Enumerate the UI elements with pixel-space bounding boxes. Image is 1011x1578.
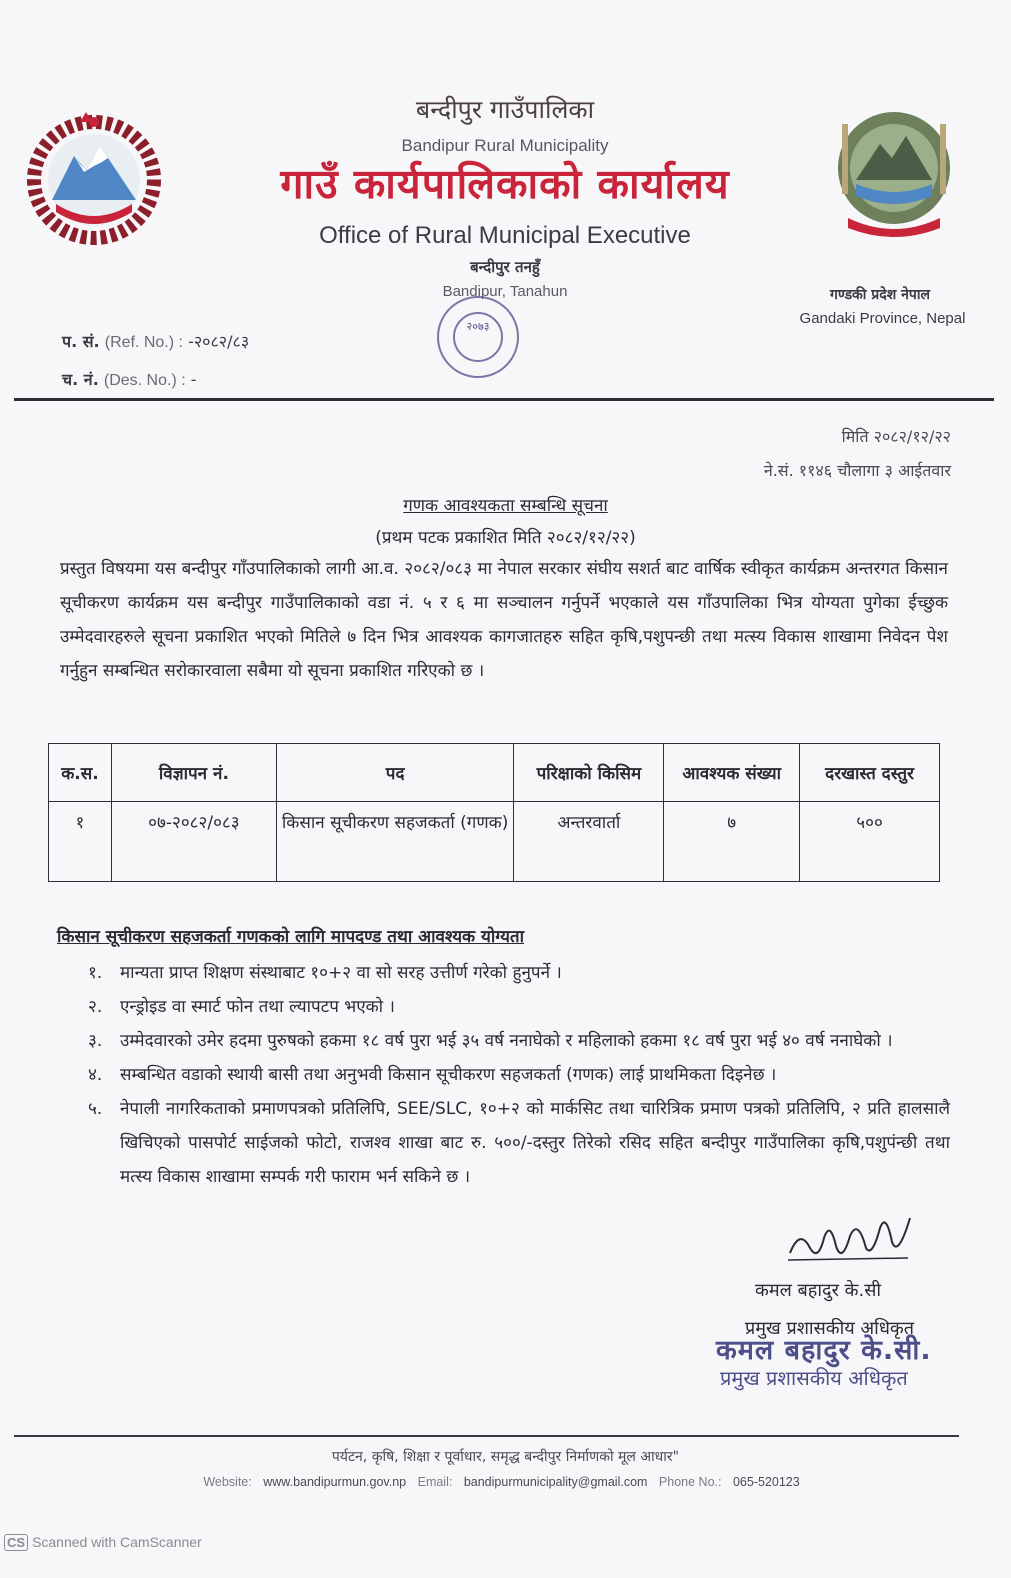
des-no-label: च. नं. (62, 370, 99, 389)
des-no-en: (Des. No.) : (103, 372, 186, 389)
notice-subtitle: (प्रथम पटक प्रकाशित मिति २०८२/१२/२२) (375, 528, 636, 548)
province-np: गण्डकी प्रदेश नेपाल (830, 287, 930, 303)
list-item (88, 956, 950, 990)
office-title-en: Office of Rural Municipal Executive (319, 222, 691, 249)
table-cell: अन्तरवार्ता (514, 802, 664, 882)
ref-no-value: -२०८२/८३ (188, 332, 250, 351)
list-item-text: मान्यता प्राप्त शिक्षण संस्थाबाट १०+२ वा सो सरह उत्तीर्ण गरेको हुनुपर्ने । (120, 963, 562, 983)
des-no-line (62, 368, 197, 390)
list-item-text: एन्ड्रोइड वा स्मार्ट फोन तथा ल्यापटप भएको । (120, 997, 395, 1017)
qualifications-list (88, 956, 950, 1194)
footer-motto: पर्यटन, कृषि, शिक्षा र पूर्वाधार, समृद्ध बन्दीपुर निर्माणको मूल आधार" (331, 1449, 680, 1465)
table-cell: ७ (664, 802, 800, 882)
qualifications-title: किसान सूचीकरण सहजकर्ता गणकको लागि मापदण्ड तथा आवश्यक योग्यता (57, 927, 525, 947)
list-item (88, 1092, 950, 1194)
table-cell: १ (49, 802, 112, 882)
nepal-emblem-icon (22, 108, 167, 248)
footer-divider (14, 1435, 959, 1437)
camscanner-badge: CS (4, 1534, 28, 1551)
table-cell: ५०० (800, 802, 940, 882)
phone-number: 065-520123 (732, 1475, 800, 1489)
gandaki-province-emblem-icon (822, 100, 967, 245)
email-link[interactable]: bandipurmunicipality@gmail.com (463, 1475, 648, 1489)
address-en: Bandipur, Tanahun (442, 283, 568, 300)
table-header-cell: विज्ञापन नं. (111, 744, 276, 802)
ref-no-label: प. सं. (62, 332, 100, 351)
website-link[interactable]: www.bandipurmun.gov.np (263, 1475, 407, 1489)
province-en: Gandaki Province, Nepal (799, 310, 966, 327)
phone-label: Phone No.: (658, 1475, 722, 1489)
table-header-row (49, 744, 940, 802)
list-item-number: १. (88, 963, 103, 983)
notice-body: प्रस्तुत विषयमा यस बन्दीपुर गाँउपालिकाको लागी आ.व. २०८२/०८३ मा नेपाल सरकार संघीय सशर्त बाट वार्षिक स्वीकृत कार्यक्रम अन्तरगत किसान सूचीकरण कार्यक्रम यस बन्दीपुर गाउँपालिकाको वडा नं. ५ र ६ मा सञ्चालन गर्नुपर्ने भएकाले यस गाँउपालिका भित्र योग्यता पुगेका ईच्छुक उम्मेदवारहरुले सूचना प्रकाशित भएको मितिले ७ दिन भित्र आवश्यक कागजातहरु सहित कृषि,पशुपन्छी तथा मत्स्य विकास शाखामा निवेदन पेश गर्नुहुन सम्बन्धित सरोकारवाला सबैमा यो सूचना प्रकाशित गरिएको छ । (60, 559, 948, 681)
scanner-watermark (4, 1534, 202, 1551)
table-header-cell: पद (276, 744, 514, 802)
list-item-text: नेपाली नागरिकताको प्रमाणपत्रको प्रतिलिपि, SEE/SLC, १०+२ को मार्कसिट तथा चारित्रिक प्रमाण पत्रको प्रतिलिपि, २ प्रति हालसालै खिचिएको पासपोर्ट साईजको फोटो, राजश्व शाखा बाट रु. ५००/-दस्तुर तिरेको रसिद सहित बन्दीपुर गाउँपालिका कृषि,पशुपंन्छी तथा मत्स्य विकास शाखामा सम्पर्क गरी फाराम भर्न सकिने छ । (120, 1099, 950, 1187)
office-stamp-icon (400, 285, 570, 425)
footer-contact (0, 1475, 1011, 1489)
stamp-signer-title: प्रमुख प्रशासकीय अधिकृत (720, 1366, 908, 1390)
table-header-cell: परिक्षाको किसिम (514, 744, 664, 802)
table-header-cell: दरखास्त दस्तुर (800, 744, 940, 802)
signature-icon (780, 1198, 920, 1278)
table-header-cell: क.स. (49, 744, 112, 802)
signer-title: प्रमुख प्रशासकीय अधिकृत (745, 1318, 914, 1339)
stamp-signer-name: कमल बहादुर के.सी. (716, 1335, 932, 1366)
des-no-value: - (190, 370, 197, 389)
gaupalika-name-np: बन्दीपुर गाउँपालिका (415, 95, 595, 124)
notice-title-text: गणक आवश्यकता सम्बन्धि सूचना (403, 496, 608, 516)
list-item-number: २. (88, 997, 103, 1017)
website-label: Website: (203, 1475, 252, 1489)
gaupalika-name-en: Bandipur Rural Municipality (401, 136, 609, 155)
list-item-number: ४. (88, 1065, 103, 1085)
table-cell: ०७-२०८२/०८३ (111, 802, 276, 882)
stamp-year: २०७३ (466, 320, 490, 333)
list-item-text: उम्मेदवारको उमेर हदमा पुरुषको हकमा १८ वर्ष पुरा भई ३५ वर्ष ननाघेको र महिलाको हकमा १८ वर्ष पुरा भई ४० वर्ष ननाघेको । (120, 1031, 893, 1051)
vacancy-table (48, 743, 940, 882)
list-item-number: ३. (88, 1031, 103, 1051)
office-title-np: गाउँ कार्यपालिकाको कार्यालय (280, 160, 730, 208)
signer-name: कमल बहादुर के.सी (755, 1280, 882, 1301)
header-divider (14, 398, 994, 401)
notice-title (0, 493, 1011, 516)
list-item-text: सम्बन्धित वडाको स्थायी बासी तथा अनुभवी किसान सूचीकरण सहजकर्ता (गणक) लाई प्राथमिकता दिइनेछ । (120, 1065, 777, 1085)
list-item (88, 990, 950, 1024)
table-header-cell: आवश्यक संख्या (664, 744, 800, 802)
ref-no-en: (Ref. No.) : (104, 334, 183, 351)
list-item-number: ५. (88, 1099, 103, 1119)
table-cell: किसान सूचीकरण सहजकर्ता (गणक) (276, 802, 514, 882)
email-label: Email: (417, 1475, 453, 1489)
camscanner-text: Scanned with CamScanner (32, 1534, 202, 1550)
list-item (88, 1024, 950, 1058)
table-row (49, 802, 940, 882)
date-nepal-sambat: ने.सं. ११४६ चौलागा ३ आईतवार (763, 461, 951, 480)
ref-no-line (62, 330, 249, 352)
list-item (88, 1058, 950, 1092)
address-np: बन्दीपुर तनहुँ (470, 258, 540, 276)
date-bs: मिति २०८२/१२/२२ (841, 427, 951, 446)
